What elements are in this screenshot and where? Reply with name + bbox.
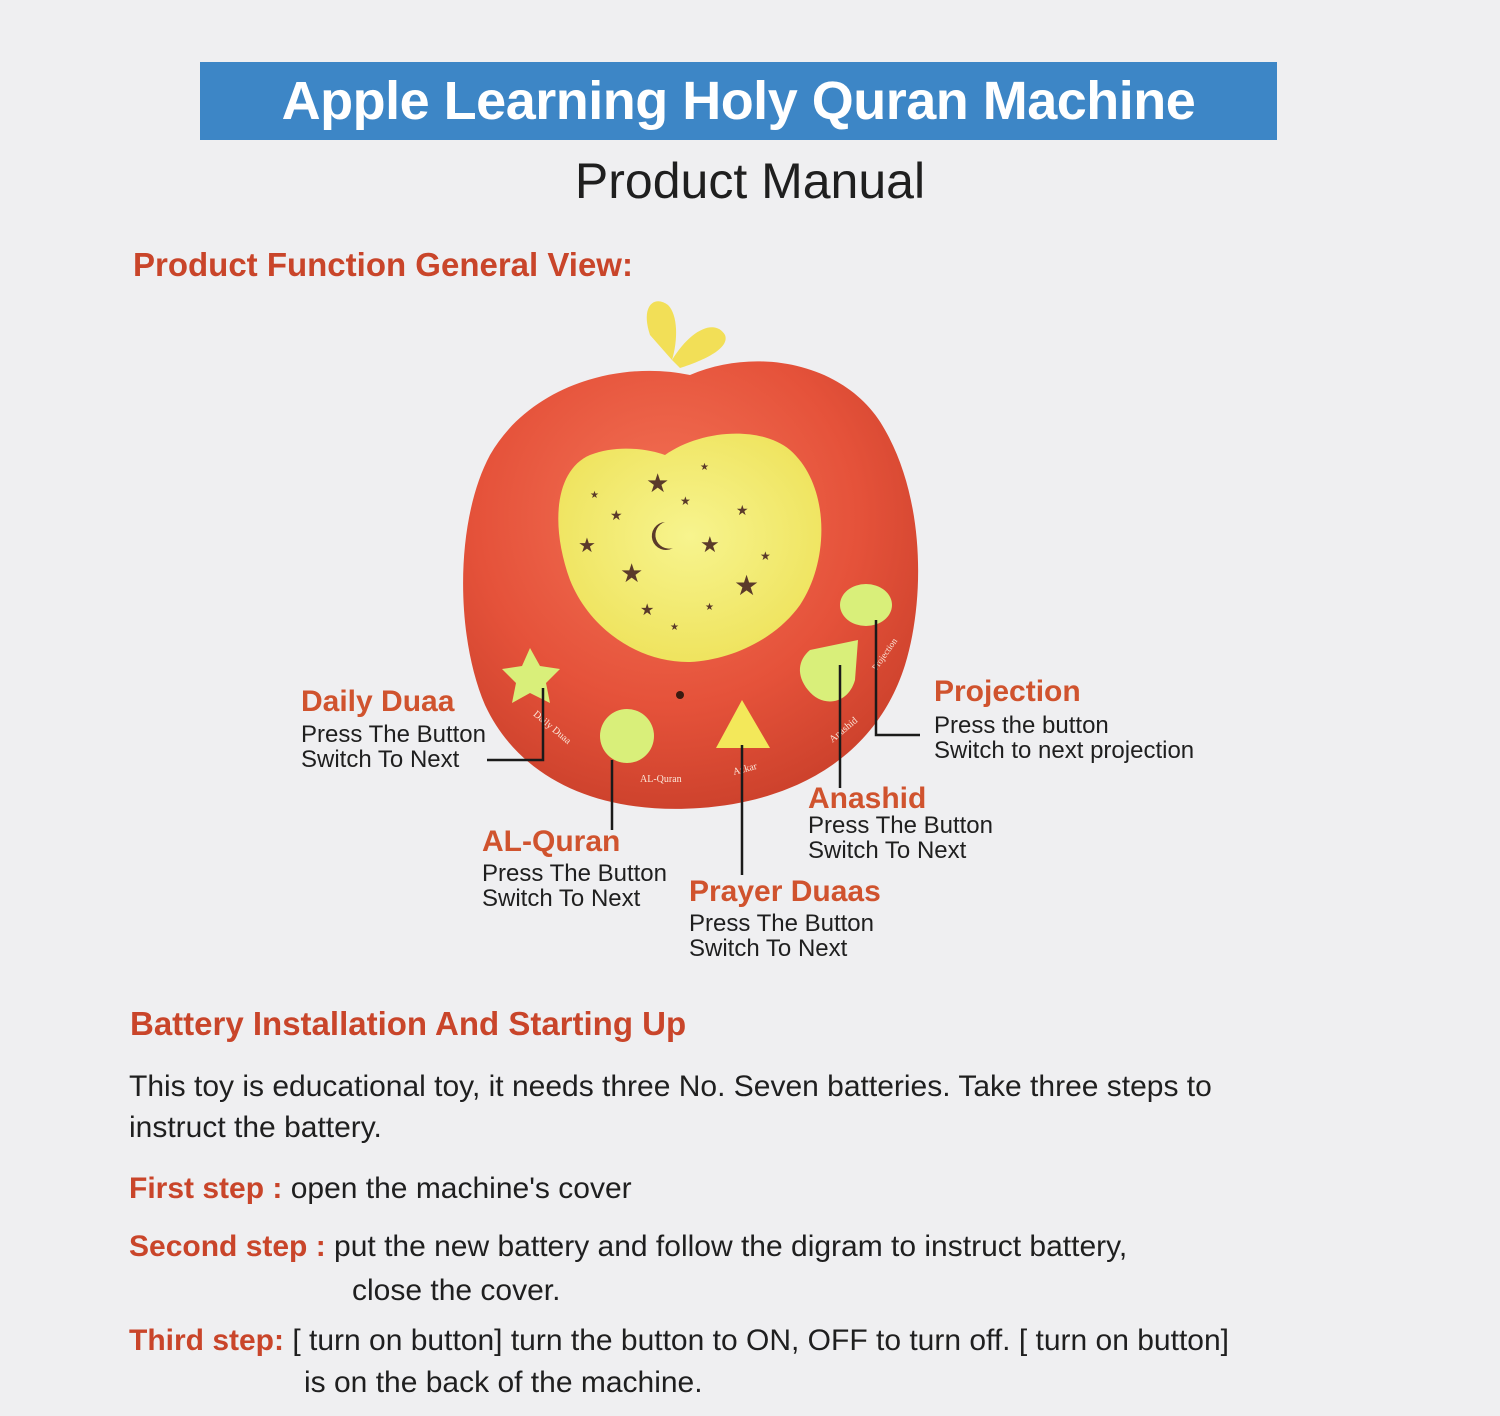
step-1-label: First step : [129,1172,283,1205]
svg-text:★: ★ [680,494,691,508]
step-1-text: open the machine's cover [290,1172,632,1205]
callout-daily-duaa-line2: Switch To Next [301,746,460,773]
al-quran-round-button[interactable] [600,709,654,763]
callout-projection-line2: Switch to next projection [934,737,1195,764]
svg-text:★: ★ [734,569,760,602]
svg-text:★: ★ [670,622,679,633]
svg-text:★: ★ [700,533,720,558]
callout-prayer-duaas-title: Prayer Duaas [689,875,881,908]
speaker-hole [676,691,684,699]
apple-stem-icon [647,301,726,368]
device-label-projection: Projection [869,636,900,673]
battery-heading: Battery Installation And Starting Up [130,1005,687,1042]
page-subtitle: Product Manual [574,153,926,209]
svg-text:★: ★ [646,469,670,499]
svg-text:★: ★ [620,559,644,589]
step-2-line2: close the cover. [352,1274,561,1307]
projection-oval-button[interactable] [840,584,892,626]
step-2-label: Second step : [129,1230,326,1263]
device-label-azkar: Azkar [731,760,759,778]
callout-daily-duaa-title: Daily Duaa [301,685,455,718]
callout-anashid-line2: Switch To Next [808,837,967,864]
step-3-label: Third step: [129,1324,284,1357]
svg-text:★: ★ [610,508,623,524]
battery-intro-line2: instruct the battery. [129,1111,382,1144]
callout-al-quran-line1: Press The Button [482,860,667,887]
device-label-daily-duaa: Daily Duaa [530,708,573,747]
step-3-line2: is on the back of the machine. [304,1366,703,1399]
general-view-heading: Product Function General View: [133,246,633,283]
device-label-al-quran: AL-Quran [640,774,682,785]
svg-text:★: ★ [760,549,771,563]
callout-anashid-title: Anashid [808,782,927,815]
step-3 [129,1320,1229,1361]
svg-text:★: ★ [578,533,596,557]
device-label-anashid: Anashid [827,715,860,746]
callout-al-quran-title: AL-Quran [482,825,621,858]
svg-text:★: ★ [705,602,714,613]
svg-text:★: ★ [736,503,749,519]
battery-intro-line1: This toy is educational toy, it needs three No. Seven batteries. Take three steps to [129,1070,1212,1103]
step-2 [129,1226,1127,1267]
svg-text:★: ★ [640,600,655,619]
callout-anashid-line1: Press The Button [808,812,993,839]
callout-prayer-duaas-line1: Press The Button [689,910,874,937]
callout-projection-title: Projection [934,675,1081,708]
page-title: Apple Learning Holy Quran Machine [281,71,1196,131]
svg-text:★: ★ [700,462,709,473]
svg-text:★: ★ [590,490,599,501]
step-1 [129,1168,632,1209]
callout-prayer-duaas-line2: Switch To Next [689,935,848,962]
step-2-text: put the new battery and follow the digram to instruct battery, [334,1230,1128,1263]
callout-projection-line1: Press the button [934,712,1109,739]
callout-daily-duaa-line1: Press The Button [301,721,486,748]
step-3-text: [ turn on button] turn the button to ON, OFF to turn off. [ turn on button] [292,1324,1229,1357]
callout-al-quran-line2: Switch To Next [482,885,641,912]
